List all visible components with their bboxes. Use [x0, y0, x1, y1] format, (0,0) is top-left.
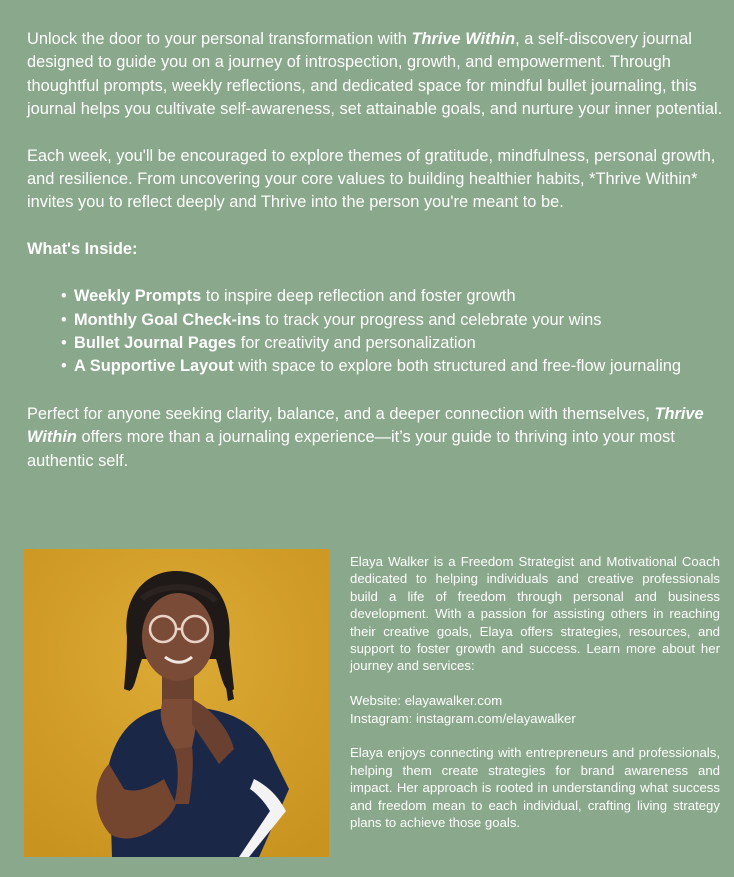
bullet-icon: • — [61, 334, 67, 353]
whats-inside-heading: What's Inside: — [27, 239, 138, 258]
brand-name: Thrive Within — [411, 30, 516, 48]
feature-title: Bullet Journal Pages — [74, 334, 237, 353]
list-item — [61, 285, 727, 308]
features-list — [27, 285, 727, 379]
author-bio — [350, 553, 720, 849]
bio-paragraph: Elaya Walker is a Freedom Strategist and Motivational Coach dedicated to helping individuals and creative professionals build a life of freedom through personal and business development. With a passion for assisting others in reaching their creative goals, Elaya offers strategies, resources, and support to foster growth and success. Learn more about her journey and services: — [350, 554, 720, 674]
bio-paragraph-2: Elaya enjoys connecting with entrepreneurs and professionals, helping them create strategies for brand awareness and impact. Her approach is rooted in understanding what success and freedom mean to each individual, crafting living strategy plans to achieve those goals. — [350, 745, 720, 831]
weekly-paragraph: Each week, you'll be encouraged to explore themes of gratitude, mindfulness, personal growth, and resilience. From uncovering your core values to building healthier habits, *Thrive Within* invites you to reflect deeply and Thrive into the person you're meant to be. — [27, 146, 716, 212]
closing-text-start: Perfect for anyone seeking clarity, balance, and a deeper connection with themselves, — [27, 404, 655, 423]
bullet-icon: • — [61, 357, 67, 376]
intro-paragraph — [27, 28, 727, 122]
feature-text: for creativity and personalization — [236, 334, 476, 353]
feature-text: to track your progress and celebrate your wins — [260, 310, 602, 329]
closing-text-end: offers more than a journaling experience—it’s your guide to thriving into your most authentic self. — [27, 428, 675, 470]
brand-name: Thrive Within — [27, 404, 704, 447]
book-description — [27, 28, 727, 496]
intro-text-start: Unlock the door to your personal transformation with — [27, 30, 412, 48]
bullet-icon: • — [61, 310, 67, 329]
feature-title: Weekly Prompts — [74, 287, 202, 306]
feature-title: A Supportive Layout — [74, 357, 234, 376]
author-photo — [24, 549, 329, 857]
instagram-link[interactable]: Instagram: instagram.com/elayawalker — [350, 710, 576, 726]
list-item — [61, 355, 727, 378]
contact-info — [350, 692, 720, 727]
website-link[interactable]: Website: elayawalker.com — [350, 693, 503, 709]
feature-text: to inspire deep reflection and foster growth — [201, 287, 516, 306]
closing-paragraph — [27, 403, 727, 473]
list-item — [61, 332, 727, 355]
list-item — [61, 309, 727, 332]
intro-text-end: , a self-discovery journal designed to guide you on a journey of introspection, growth, and empowerment. Through thoughtful prompts, weekly reflections, and dedicated space for mindful bullet journaling, this journal helps you cultivate self-awareness, set attainable goals, and nurture your inner potential. — [27, 30, 723, 119]
feature-title: Monthly Goal Check-ins — [74, 310, 261, 329]
feature-text: with space to explore both structured and free-flow journaling — [233, 357, 682, 376]
author-portrait-illustration — [24, 549, 329, 857]
bullet-icon: • — [61, 287, 67, 306]
